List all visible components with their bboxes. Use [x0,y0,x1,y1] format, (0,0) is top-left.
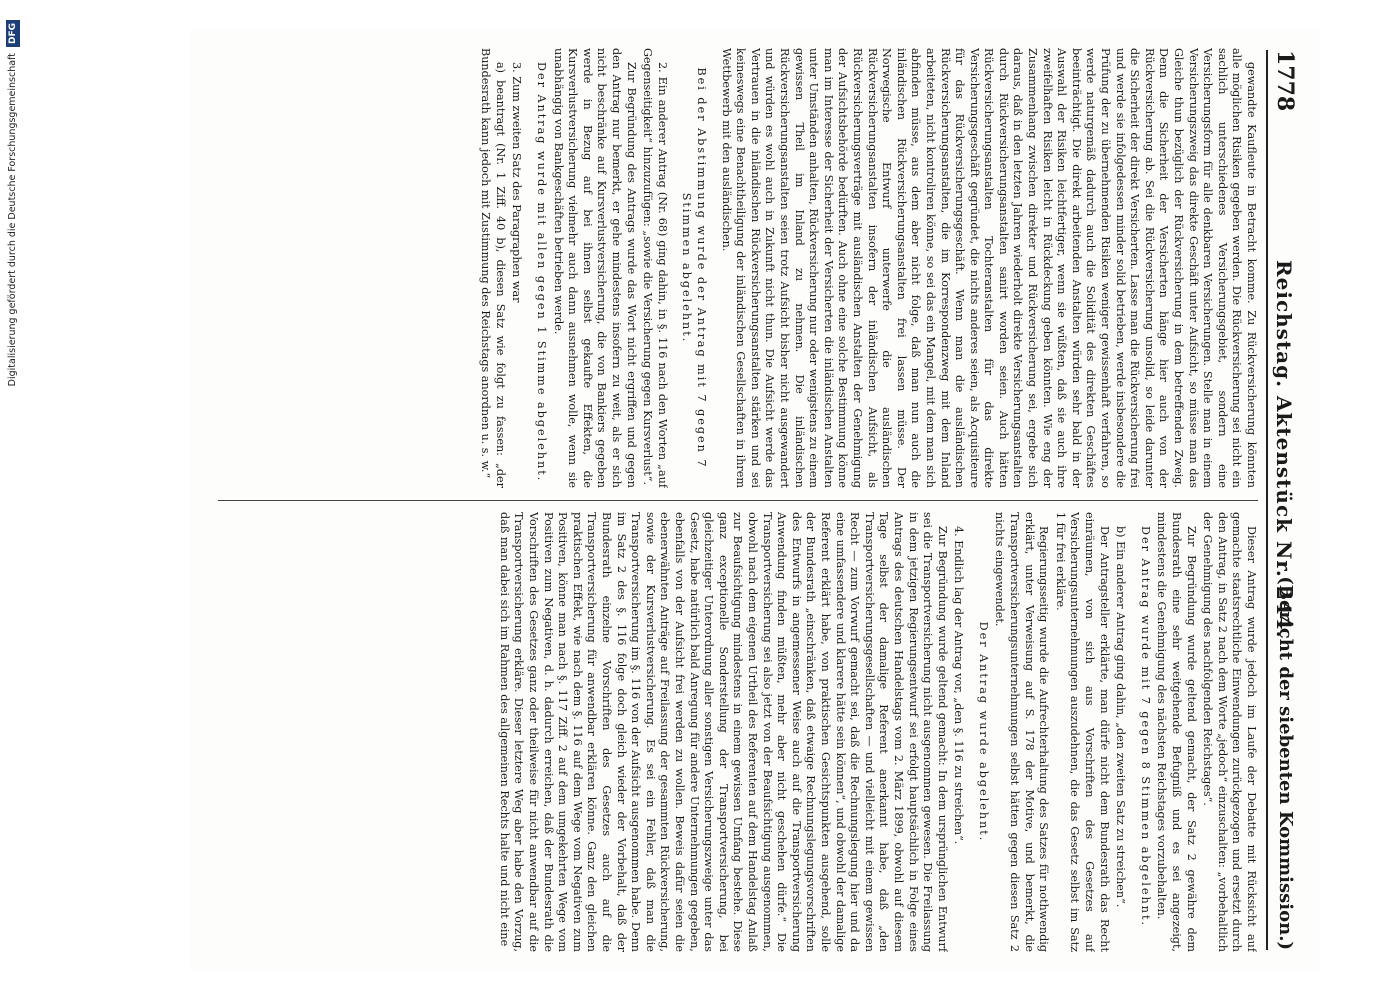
right-column [208,512,1258,952]
funding-note [2,20,24,980]
paragraph: Dieser Antrag wurde jedoch im Laufe der Debatte mit Rücksicht auf gemachte staatsrechtliche Einwendungen zurückgezogen und ersetzt durch den Antrag, in Satz 2 nach dem Worte „jedoch“ einzuschalten: „vorbehaltlich der Genehmigung des nachfolgenden Reichstages“. [1201,512,1258,952]
funding-sidebar [2,20,24,980]
paragraph: a) beantragt (Nr. 1 Ziff. 40 b), diesen Satz wie folgt zu fassen: „der Bundesrath kann jedoch mit Zustimmung des Reichstags anordnen u. s. w.“ [479,48,507,488]
paragraph: b) Ein anderer Antrag ging dahin, „den zweiten Satz zu streichen“. [1114,526,1128,908]
page-header [1266,50,1302,950]
dfg-logo: DFG [6,20,20,47]
column-divider [218,500,1258,501]
paragraph: gewandte Kaufleute in Betracht komme. Zu Rückversicherung könnten alle möglichen Risiken gegeben werden. Die Rückversicherung sei nicht ein sachlich unterschiedenes Versicherungsgebiet, sondern eine Versicherungsform für alle denkbaren Versicherungen. Stelle man in einem Versicherungszweig das direkte Geschäft unter Aufsicht, so müsse man das Gleiche thun bezüglich der Rückversicherung in dem betreffenden Zweig. Denn die Sicherheit der Versicherten hänge hier auch von der Rückversicherung ab. Sei die Rückversicherung unsolid, so leide darunter die Sicherheit der direkt Versicherten. Lasse man die Rückversicherung frei und werde sie infolgedessen minder solid betrieben, werde insbesondere die Prüfung der zu übernehmenden Risiken weniger gewissenhaft verfahren, so werde naturgemäß dadurch auch die Solidität des direkten Geschäftes beeinträchtigt. Die direkt arbeitenden Anstalten würden sehr bald in der Auswahl der Risiken leichtfertiger, wenn sie wüßten, daß sie auch ihre zweifelhaften Risiken leicht in Rückdeckung geben könnten. Wie eng der Zusammenhang zwischen direkter und Rückversicherung sei, ergebe sich daraus, daß in den letzten Jahren wiederholt direkte Versicherungsanstalten durch Rückversicherungsanstalten sanirt worden seien. Auch hätten Rückversicherungsanstalten Tochteranstalten für das direkte Versicherungsgeschäft gegründet, die nichts anderes seien, als Acquisiteure für das Rückversicherungsgeschäft. Wenn man die ausländischen Rückversicherungsanstalten, die im Korrespondenzweg mit dem Inland arbeiteten, nicht kontroliren könne, so sei das ein Mangel, mit dem man sich abfinden müsse, aus dem aber nicht folge, daß man nun auch die inländischen Rückversicherungsanstalten frei lassen müsse. Der Norwegische Entwurf unterwerfe die ausländischen Rückversicherungsanstalten insofern der inländischen Aufsicht, als Rückversicherungsverträge mit ausländischen Anstalten der Genehmigung der Aufsichtsbehörde bedürften. Auch ohne eine solche Bestimmung könne man im Interesse der Sicherheit der Versicherten die inländischen Anstalten unter Umständen anhalten, Rückversicherung nur oder wenigstens zu einem gewissen Theil im Inland zu nehmen. Die inländischen Rückversicherungsanstalten seien trotz Aufsicht bisher nicht ausgewandert und würden es wohl auch in Zukunft nicht thun. Die Aufsicht werde das Vertrauen in die inländischen Rückversicherungsanstalten stärken und sei keineswegs eine Benachtheiligung der inländischen Gesellschaften in ihrem Wettbewerb mit den ausländischen. [719,48,1258,488]
section-title: (Bericht der siebenten Kommission.) [1275,576,1296,950]
left-column [208,48,1258,488]
paragraph: 4. Endlich lag der Antrag vor, „den §. 116 zu streichen“. [952,526,966,845]
paragraph: Regierungsseitig wurde die Aufrechterhaltung des Satzes für nothwendig erklärt, unter Verweisung auf S. 178 der Motive, und bemerkt, die Transportversicherungsunternehmungen selbst hätten gegen diesen Satz 2 nichts eingewendet. [993,512,1051,952]
page-number: 1778 [1272,50,1298,112]
document-page [190,30,1320,970]
paragraph: Zur Begründung wurde geltend gemacht: In dem ursprünglichen Entwurf sei die Transportversicherung nicht ausgenommen gewesen. Die Freilassung in dem jetzigen Regierungsentwurf sei erfolgt hauptsächlich in Folge eines Antrags des deutschen Handelstags vom 2. März 1899, obwohl auf diesem Tage selbst der damalige Referent anerkannt habe, daß „den Transportversicherungsgesellschaften — und vielleicht mit einem gewissen Recht — zum Vorwurf gemacht sei, daß die Rechnungslegung hier und da eine umfassendere und klarere hätte sein können“, und obwohl der damalige Referent erklärt habe, von praktischen Gesichtspunkten ausgehend, solle der Bundesrath „einschränken, daß etwaige Rechnungslegungsvorschriften des Entwurfs in angemessener Weise auch auf die Transportversicherung Anwendung finden müßten, mehr aber nicht geschehen dürfe.“ Die Transportversicherung sei also jetzt von der Beaufsichtigung ausgenommen, obwohl nach dem eigenen Urtheil des Referenten auf dem Handelstag Anlaß zur Beaufsichtigung mindestens in einem gewissen Umfang bestehe. Diese ganz exceptionelle Sonderstellung der Transportversicherung, bei gleichzeitiger Unterordnung aller sonstigen Versicherungszweige unter das Gesetz, habe natürlich bald Anregung für andere Unternehmungen gegeben, ebenfalls von der Aufsicht frei werden zu wollen. Beweis dafür seien die ebenerwähnten Anträge auf Freilassung der gesammten Rückversicherung, sowie der Kursverlustversicherung. Es sei ein Fehler, daß man die Transportversicherung im §. 116 von der Aufsicht ausgenommen habe. Denn im Satz 2 des §. 116 folge doch gleich wieder der Vorbehalt, daß der Bundesrath einzelne Vorschriften des Gesetzes auch auf die Transportversicherung für anwendbar erklären könne. Ganz den gleichen praktischen Effekt, wie nach dem §. 116 auf dem Wege vom Negativen zum Positiven, könne man nach §. 117 Ziff. 2 auf dem umgekehrten Wege vom Positiven zum Negativen, d. h. dadurch erreichen, daß der Bundesrath die Vorschriften des Gesetzes ganz oder theilweise für nicht anwendbar auf die Transportversicherung erkläre. Dieser letztere Weg aber habe den Vorzug, daß man dabei sich im Rahmen des allgemeinen Rechts halte und nicht eine [497,512,949,952]
running-title: Reichstag. Aktenstück Nr. 244. [1272,260,1296,639]
paragraph: 2. Ein anderer Antrag (Nr. 68) ging dahin, in §. 116 nach den Worten „auf Gegenseitigkeit“ hinzuzufügen: „sowie die Versicherung gegen Kursverlust“. [641,48,669,488]
paragraph: Der Antragsteller erklärte, man dürfe nicht dem Bundesrath das Recht einräumen, von sich aus Vorschriften des Gesetzes auf Versicherungsunternehmungen auszudehnen, die das Gesetz selbst im Satz 1 für frei erkläre. [1053,512,1111,952]
paragraph: Zur Begründung wurde geltend gemacht, der Satz 2 gewähre dem Bundesrath eine sehr weitgehende Befugniß und es sei angezeigt, mindestens die Genehmigung des nächsten Reichstages vorzubehalten. [1155,512,1198,952]
vote-result: Der Antrag wurde mit 7 gegen 8 Stimmen abgelehnt. [1138,526,1152,928]
vote-result: Der Antrag wurde mit allen gegen 1 Stimme abgelehnt. [535,62,549,483]
vote-result: Der Antrag wurde abgelehnt. [976,621,990,843]
paragraph: 3. Zum zweiten Satz des Paragraphen war [510,62,524,303]
funding-note-text: Digitalisierung gefördert durch die Deutsche Forschungsgemeinschaft [7,53,18,387]
paragraph: Zur Begründung des Antrags wurde das Wort nicht ergriffen und gegen den Antrag nur bemerkt, er gehe mindestens insofern zu weit, als er sich nicht beschränke auf Kursverlustversicherung, die von Bankiers gegeben werde in Bezug auf bei ihnen selbst gekaufte Effekten, die Kursverlustversicherung vielmehr auch dann ausnehmen wolle, wenn sie unabhängig von Bankgeschäften betrieben werde. [551,48,638,488]
vote-result: Bei der Abstimmung wurde der Antrag mit 7 gegen 7 Stimmen abgelehnt. [680,67,709,469]
